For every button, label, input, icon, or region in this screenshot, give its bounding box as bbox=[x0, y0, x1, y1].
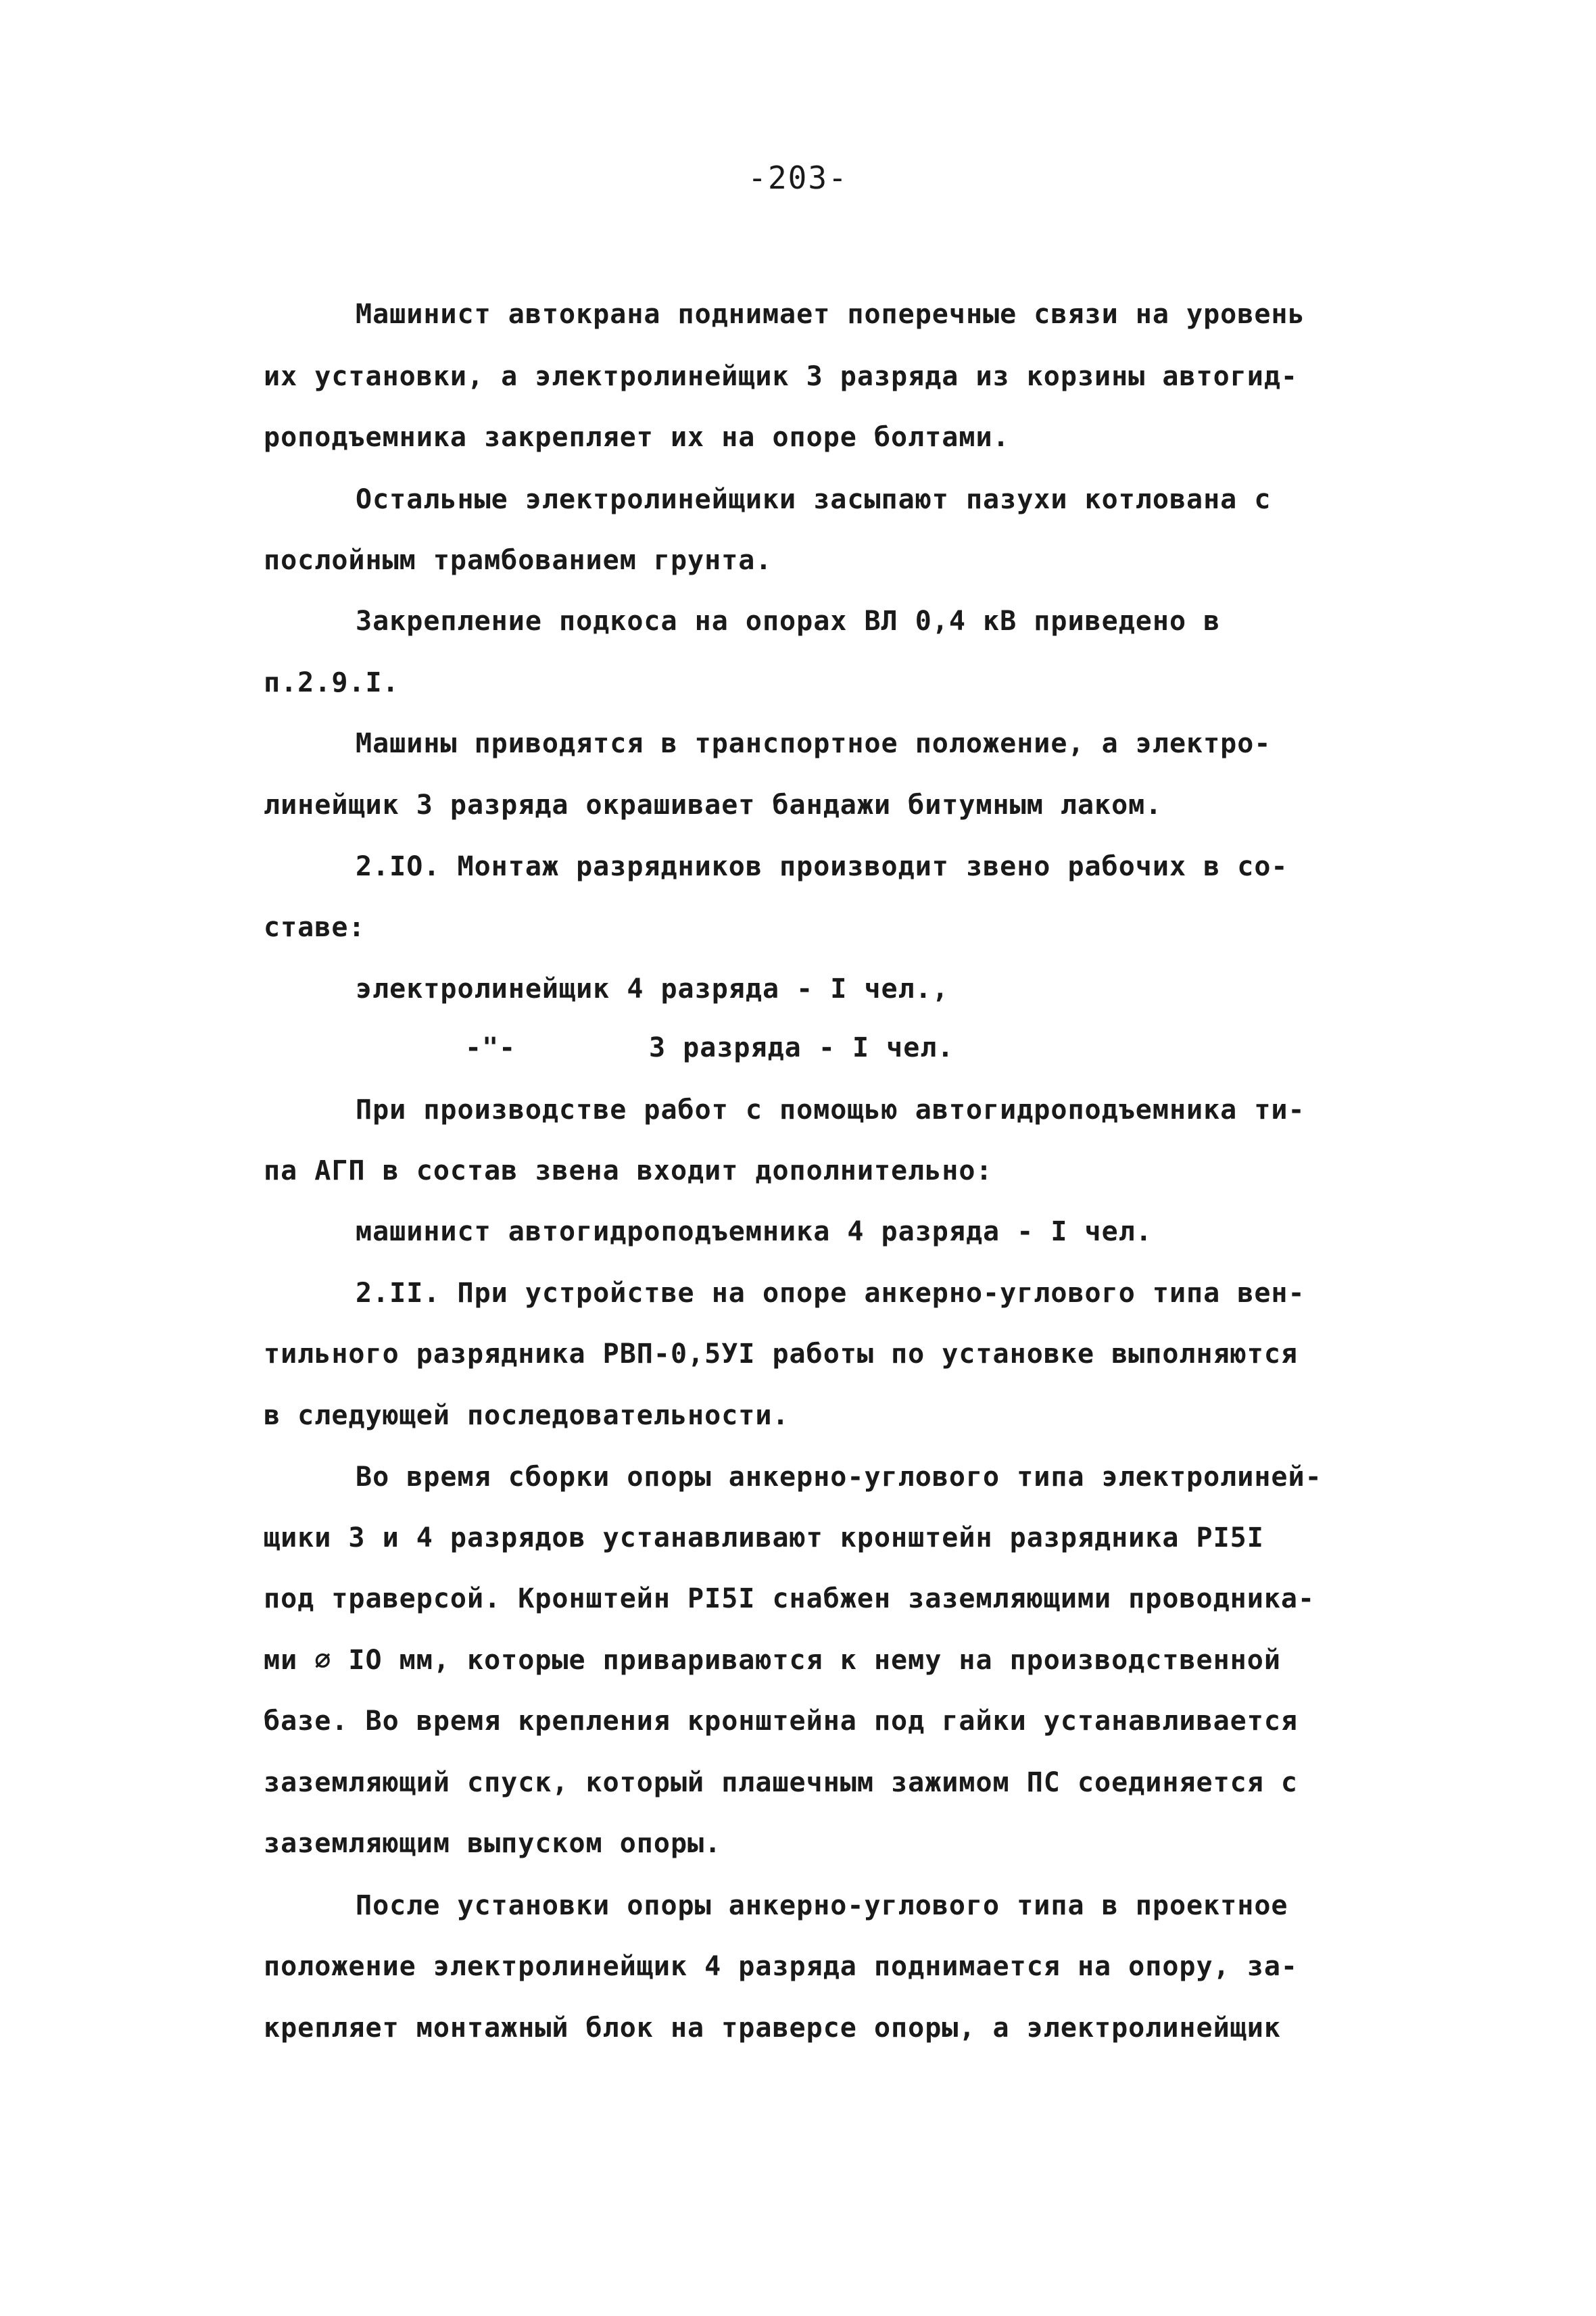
text-line: Закрепление подкоса на опорах ВЛ 0,4 кВ приведено в bbox=[356, 606, 1221, 637]
text-line: Машинист автокрана поднимает поперечные связи на уровень bbox=[356, 299, 1305, 330]
text-line: После установки опоры анкерно-углового типа в проектное bbox=[356, 1890, 1288, 1921]
text-line: ставе: bbox=[264, 912, 366, 943]
text-line: электролинейщик 4 разряда - I чел., bbox=[356, 973, 949, 1005]
text-line: Остальные электролинейщики засыпают пазухи котлована с bbox=[356, 484, 1272, 515]
text-line: тильного разрядника РВП-0,5УI работы по установке выполняются bbox=[264, 1338, 1299, 1370]
text-line: п.2.9.I. bbox=[264, 667, 400, 698]
text-line: в следующей последовательности. bbox=[264, 1400, 790, 1431]
text-line: Машины приводятся в транспортное положение, а электро- bbox=[356, 728, 1272, 759]
text-line: При производстве работ с помощью автогидроподъемника ти- bbox=[356, 1094, 1305, 1126]
ditto-mark: -"- bbox=[465, 1032, 516, 1063]
text-line: под траверсой. Кронштейн PI5I снабжен заземляющими проводника- bbox=[264, 1583, 1315, 1614]
text-line: крепляет монтажный блок на траверсе опоры, а электролинейщик bbox=[264, 2012, 1281, 2044]
text-line: базе. Во время крепления кронштейна под гайки устанавливается bbox=[264, 1706, 1299, 1737]
text-line: их установки, а электролинейщик 3 разряда из корзины автогид- bbox=[264, 361, 1299, 392]
text-line: линейщик 3 разряда окрашивает бандажи битумным лаком. bbox=[264, 790, 1163, 821]
text-line: 2.IO. Монтаж разрядников производит звено рабочих в со- bbox=[356, 851, 1288, 882]
text-line: 3 разряда - I чел. bbox=[649, 1032, 954, 1063]
text-line: па АГП в состав звена входит дополнительно: bbox=[264, 1155, 993, 1186]
text-line: заземляющий спуск, который плашечным зажимом ПС соединяется с bbox=[264, 1767, 1299, 1798]
text-line: роподъемника закрепляет их на опоре болтами. bbox=[264, 422, 1010, 453]
text-line: заземляющим выпуском опоры. bbox=[264, 1828, 722, 1859]
text-line: положение электролинейщик 4 разряда поднимается на опору, за- bbox=[264, 1951, 1299, 1982]
text-line: Во время сборки опоры анкерно-углового типа электролиней- bbox=[356, 1462, 1322, 1493]
text-line: послойным трамбованием грунта. bbox=[264, 545, 773, 576]
text-line: ми ∅ IO мм, которые привариваются к нему на производственной bbox=[264, 1645, 1281, 1676]
text-line: щики 3 и 4 разрядов устанавливают кронштейн разрядника PI5I bbox=[264, 1522, 1264, 1553]
text-line: машинист автогидроподъемника 4 разряда - I чел. bbox=[356, 1216, 1153, 1247]
page-number: -203- bbox=[748, 160, 848, 196]
text-line: 2.II. При устройстве на опоре анкерно-углового типа вен- bbox=[356, 1278, 1305, 1309]
